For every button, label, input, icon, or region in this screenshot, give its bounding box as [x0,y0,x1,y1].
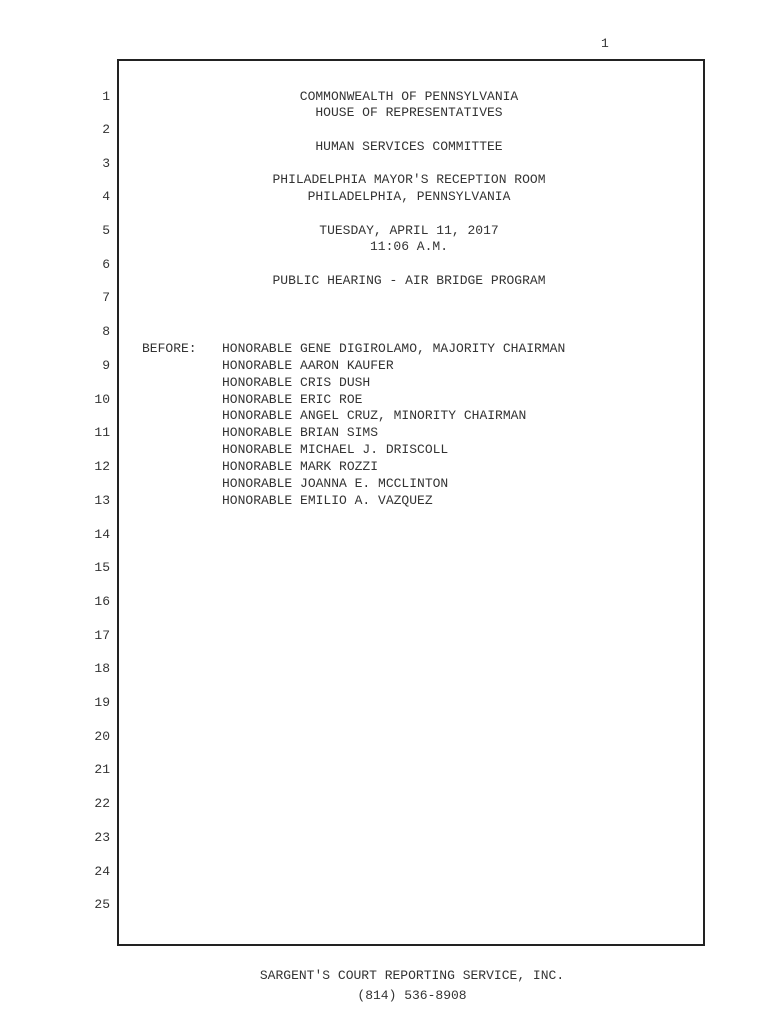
hearing-date: TUESDAY, APRIL 11, 2017 [319,223,499,238]
line-number: 17 [94,628,110,643]
member-name: HONORABLE MICHAEL J. DRISCOLL [222,442,449,457]
line-number: 19 [94,695,110,710]
line-number: 21 [94,762,110,777]
page-number: 1 [601,36,609,51]
line-number: 18 [94,661,110,676]
member-name: HONORABLE EMILIO A. VAZQUEZ [222,493,433,508]
line-number: 7 [102,290,110,305]
line-number: 22 [94,796,110,811]
member-name: HONORABLE JOANNA E. MCCLINTON [222,476,449,491]
line-number: 5 [102,223,110,238]
member-name: HONORABLE BRIAN SIMS [222,425,379,440]
hearing-time: 11:06 A.M. [369,239,448,254]
member-name: HONORABLE GENE DIGIROLAMO, MAJORITY CHAIRMAN [222,341,566,356]
line-number: 8 [102,324,110,339]
member-name: HONORABLE AARON KAUFER [222,358,394,373]
member-name: HONORABLE CRIS DUSH [222,375,371,390]
line-number: 6 [102,257,110,272]
line-number: 20 [94,729,110,744]
commonwealth-heading: COMMONWEALTH OF PENNSYLVANIA [299,89,519,104]
location-room: PHILADELPHIA MAYOR'S RECEPTION ROOM [272,172,546,187]
member-name: HONORABLE ANGEL CRUZ, MINORITY CHAIRMAN [222,408,527,423]
line-number: 14 [94,527,110,542]
line-number: 23 [94,830,110,845]
location-city: PHILADELPHIA, PENNSYLVANIA [307,189,511,204]
line-number: 13 [94,493,110,508]
before-label: BEFORE: [142,341,197,356]
line-number: 12 [94,459,110,474]
line-number: 9 [102,358,110,373]
line-number: 4 [102,189,110,204]
footer-company: SARGENT'S COURT REPORTING SERVICE, INC. [259,968,565,983]
line-number: 3 [102,156,110,171]
member-name: HONORABLE MARK ROZZI [222,459,379,474]
line-number: 11 [94,425,110,440]
line-number: 1 [102,89,110,104]
hearing-title: PUBLIC HEARING - AIR BRIDGE PROGRAM [272,273,546,288]
line-number: 10 [94,392,110,407]
line-number: 15 [94,560,110,575]
member-name: HONORABLE ERIC ROE [222,392,363,407]
house-heading: HOUSE OF REPRESENTATIVES [315,105,503,120]
footer-phone: (814) 536-8908 [357,988,467,1003]
committee-heading: HUMAN SERVICES COMMITTEE [315,139,503,154]
line-number: 2 [102,122,110,137]
line-number: 16 [94,594,110,609]
line-number: 25 [94,897,110,912]
line-number: 24 [94,864,110,879]
